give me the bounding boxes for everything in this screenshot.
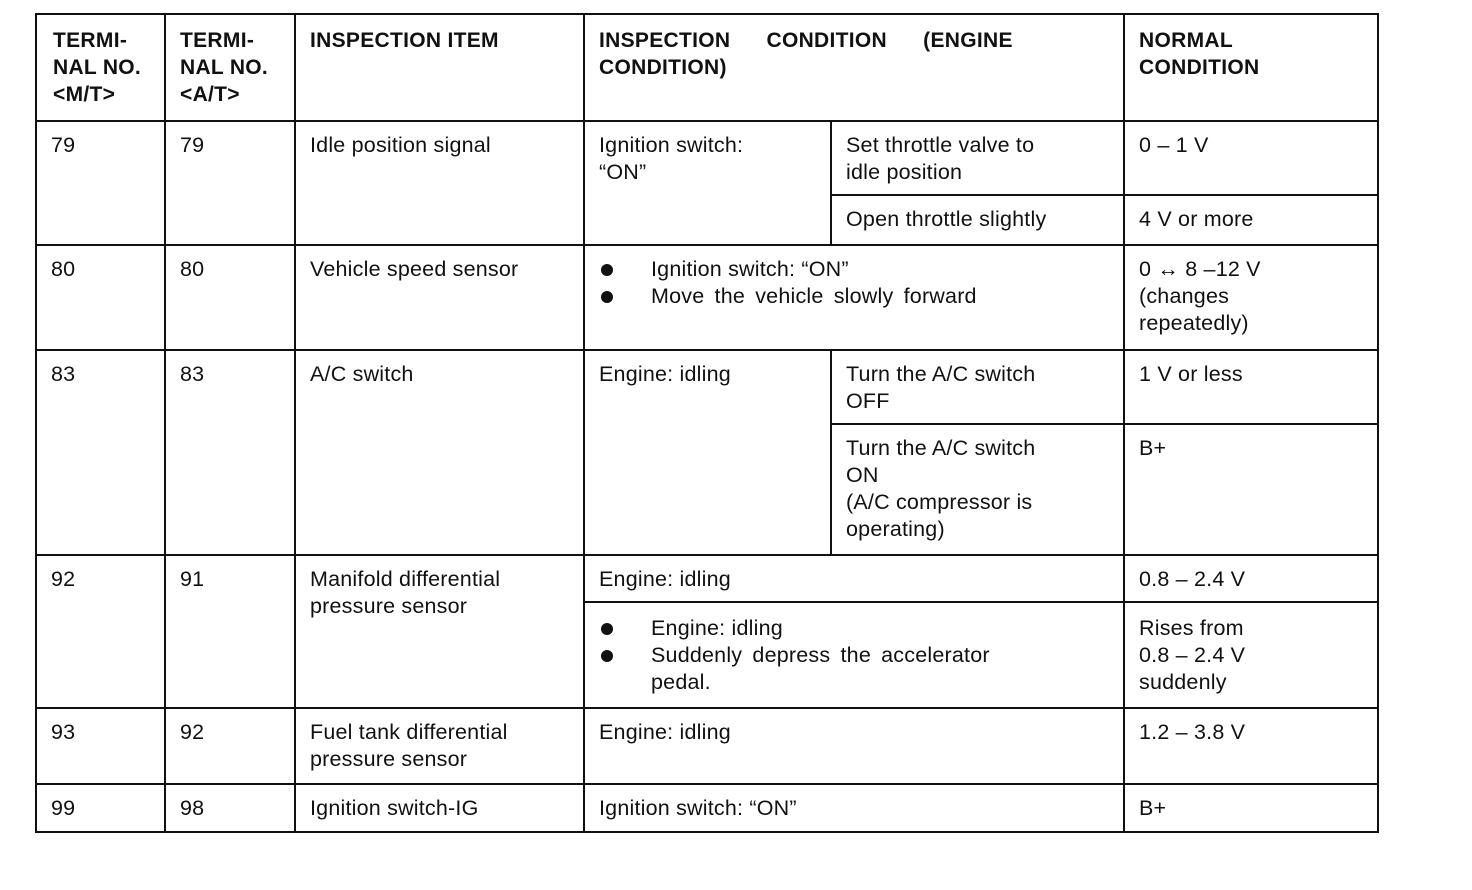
inspection-item: Manifold differential pressure sensor [310, 567, 501, 618]
inspection-item: Ignition switch-IG [310, 796, 479, 820]
bullet-item: Ignition switch: “ON” [599, 256, 977, 283]
terminal-mt: 83 [51, 362, 76, 386]
bullet-item: Suddenly depress the accelerator [599, 642, 990, 669]
terminal-mt: 80 [51, 257, 76, 281]
terminal-mt: 93 [51, 720, 76, 744]
inspection-condition: Engine: idling [599, 720, 731, 744]
inspection-condition: Ignition switch: “ON” [599, 133, 744, 184]
normal-condition: Rises from 0.8 – 2.4 V suddenly [1139, 616, 1246, 694]
terminal-at: 79 [180, 133, 205, 157]
normal-condition: 1.2 – 3.8 V [1139, 720, 1246, 744]
normal-condition: 1 V or less [1139, 362, 1243, 386]
sub-condition: Open throttle slightly [846, 207, 1047, 231]
terminal-at: 92 [180, 720, 205, 744]
normal-condition: 0 – 1 V [1139, 133, 1209, 157]
header-normal-condition: NORMAL CONDITION [1139, 29, 1260, 79]
inspection-item: A/C switch [310, 362, 414, 386]
terminal-mt: 79 [51, 133, 76, 157]
sub-condition: Set throttle valve to idle position [846, 133, 1035, 184]
bullet-item: Move the vehicle slowly forward [599, 283, 977, 310]
sub-condition: Turn the A/C switch ON (A/C compressor is operating) [846, 436, 1036, 541]
terminal-mt: 92 [51, 567, 76, 591]
terminal-at: 98 [180, 796, 205, 820]
terminal-at: 91 [180, 567, 205, 591]
header-terminal-at: TERMI- NAL NO. <A/T> [180, 29, 269, 106]
header-inspection-item: INSPECTION ITEM [310, 29, 499, 52]
terminal-at: 80 [180, 257, 205, 281]
inspection-condition [585, 605, 990, 696]
inspection-condition: Engine: idling [599, 567, 731, 591]
inspection-item: Fuel tank differential pressure sensor [310, 720, 508, 771]
inspection-condition [585, 246, 977, 310]
inspection-condition: Ignition switch: “ON” [599, 796, 797, 820]
header-terminal-mt: TERMI- NAL NO. <M/T> [53, 29, 142, 106]
normal-condition: B+ [1139, 436, 1167, 460]
bullet-continuation: pedal. [651, 670, 711, 694]
inspection-table [35, 13, 1379, 833]
normal-condition: 0 ↔ 8 –12 V (changes repeatedly) [1139, 257, 1261, 335]
row-divider [583, 601, 1377, 603]
normal-condition: 0.8 – 2.4 V [1139, 567, 1246, 591]
inspection-item: Vehicle speed sensor [310, 257, 519, 281]
sub-condition: Turn the A/C switch OFF [846, 362, 1036, 413]
normal-condition: 4 V or more [1139, 207, 1254, 231]
inspection-item: Idle position signal [310, 133, 491, 157]
normal-condition: B+ [1139, 796, 1167, 820]
bullet-item: Engine: idling [599, 615, 990, 642]
header-inspection-condition: INSPECTION CONDITION (ENGINE CONDITION) [599, 29, 1013, 79]
inspection-condition: Engine: idling [599, 362, 731, 386]
terminal-mt: 99 [51, 796, 76, 820]
terminal-at: 83 [180, 362, 205, 386]
